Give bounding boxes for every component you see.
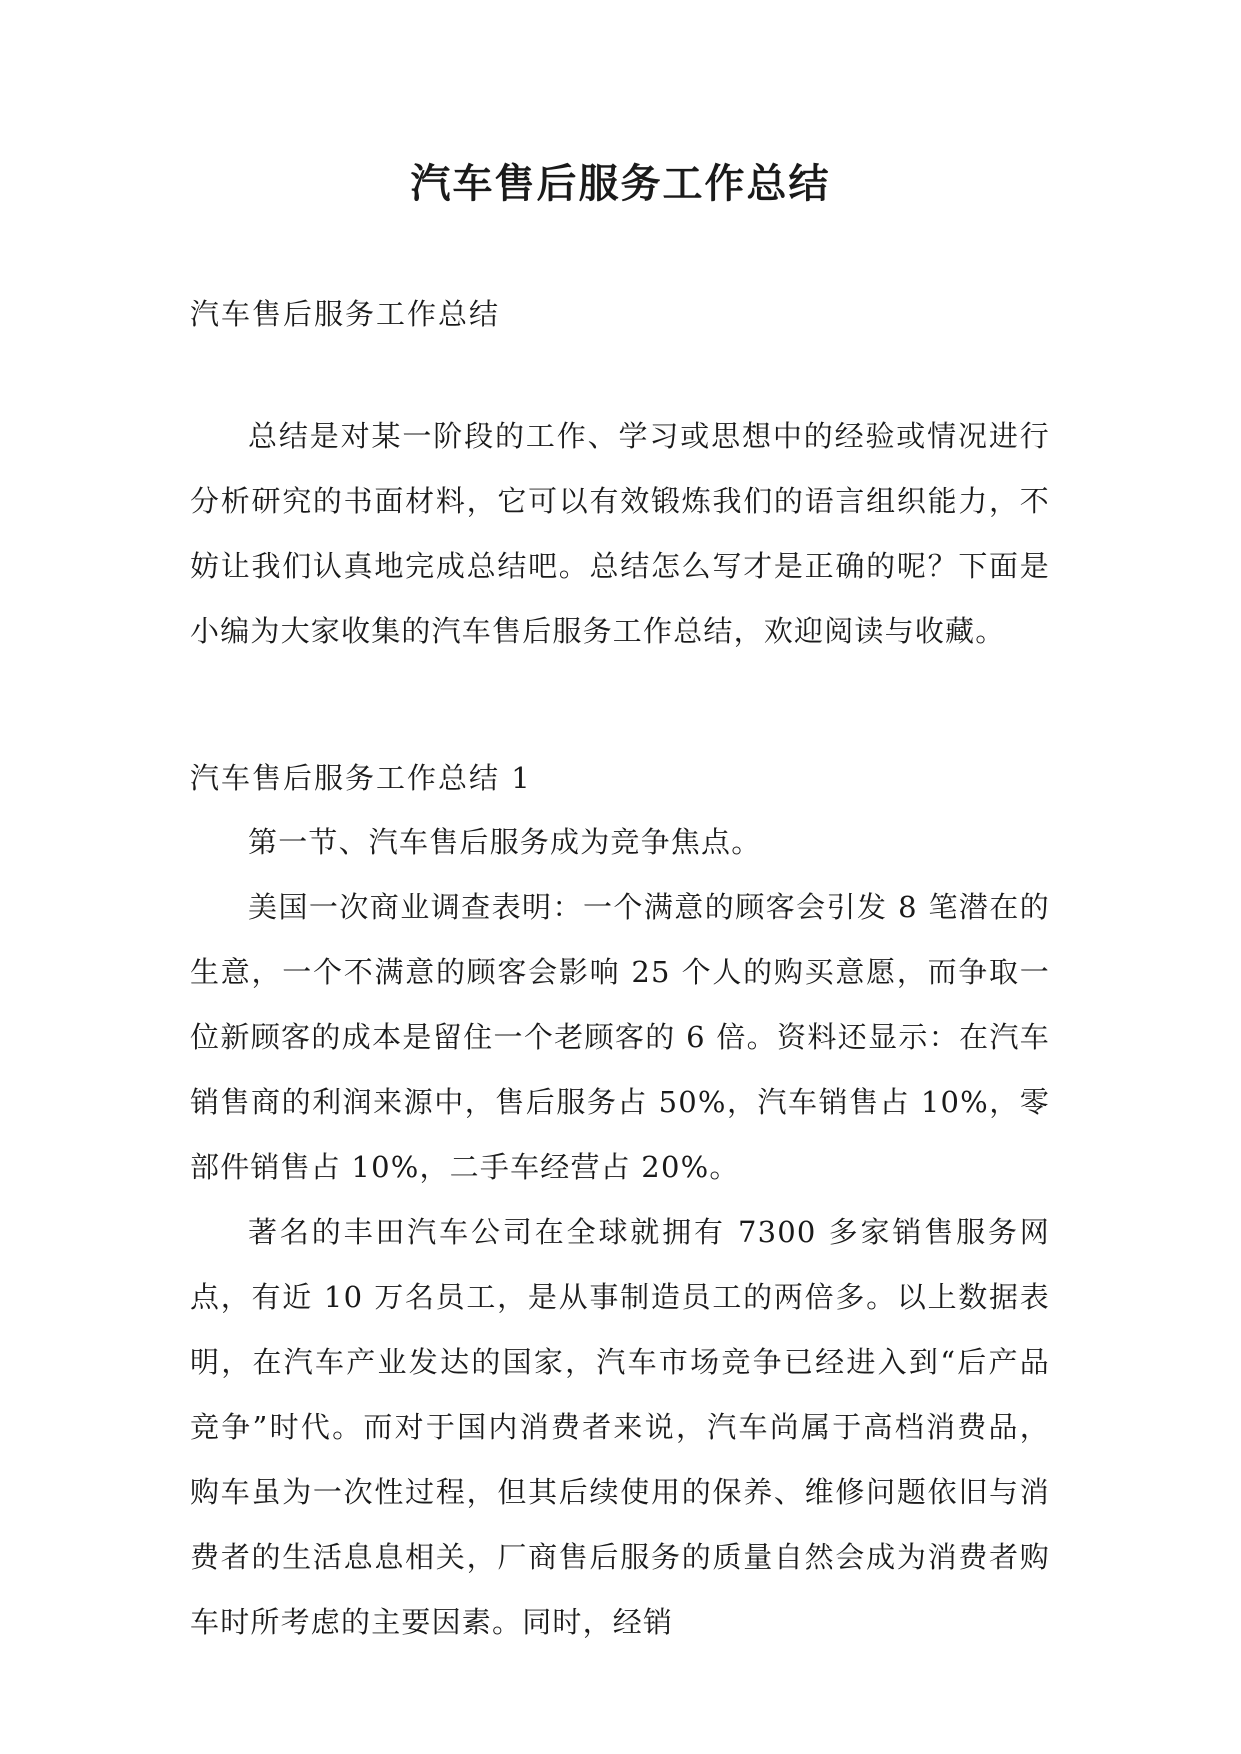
section-heading: 汽车售后服务工作总结 1 bbox=[190, 761, 532, 795]
document-heading: 汽车售后服务工作总结 bbox=[190, 297, 501, 331]
intro-block bbox=[190, 404, 1050, 664]
paragraph-survey: 美国一次商业调查表明：一个满意的顾客会引发 8 笔潜在的生意，一个不满意的顾客会影响 25 个人的购买意愿，而争取一位新顾客的成本是留住一个老顾客的 6 倍。资料还显示：在汽车销售商的利润来源中，售后服务占 50%，汽车销售占 10%，零部件销售占 10%，二手车经营占 20%。 bbox=[190, 890, 1050, 1184]
paragraph-section-title: 第一节、汽车售后服务成为竞争焦点。 bbox=[248, 825, 762, 859]
document-title: 汽车售后服务工作总结 bbox=[410, 160, 831, 207]
section-body bbox=[190, 810, 1050, 1655]
paragraph-toyota: 著名的丰田汽车公司在全球就拥有 7300 多家销售服务网点，有近 10 万名员工，是从事制造员工的两倍多。以上数据表明，在汽车产业发达的国家，汽车市场竞争已经进入到“后产品竞争”时代。而对于国内消费者来说，汽车尚属于高档消费品，购车虽为一次性过程，但其后续使用的保养、维修问题依旧与消费者的生活息息相关，厂商售后服务的质量自然会成为消费者购车时所考虑的主要因素。同时，经销 bbox=[190, 1215, 1050, 1639]
intro-paragraph: 总结是对某一阶段的工作、学习或思想中的经验或情况进行分析研究的书面材料，它可以有效锻炼我们的语言组织能力，不妨让我们认真地完成总结吧。总结怎么写才是正确的呢？下面是小编为大家收集的汽车售后服务工作总结，欢迎阅读与收藏。 bbox=[190, 419, 1050, 648]
